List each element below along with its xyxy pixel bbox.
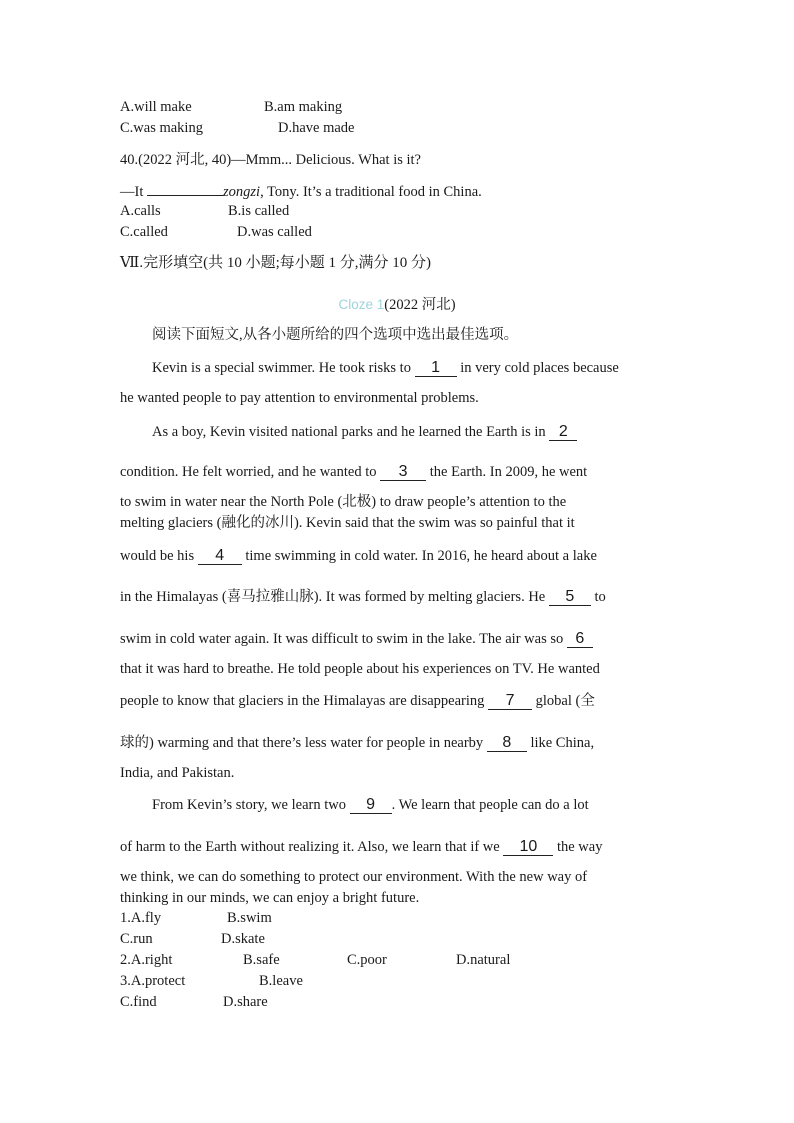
q40-italic-word: zongzi	[222, 184, 261, 200]
passage-line-14	[120, 796, 674, 814]
blank-9: 9	[350, 797, 392, 814]
q3-option-d: D.share	[223, 994, 268, 1010]
passage-text: the way	[553, 839, 603, 855]
q2-option-c: C.poor	[347, 952, 387, 968]
q39-option-b: B.am making	[264, 99, 343, 115]
blank-2: 2	[549, 424, 577, 441]
passage-text: 球的) warming and that there’s less water for people in nearby	[120, 735, 487, 751]
q3-option-c: C.find	[120, 994, 157, 1010]
q40-option-b: B.is called	[228, 203, 290, 219]
passage-line-11	[120, 692, 674, 710]
q2-option-d: D.natural	[456, 952, 511, 968]
passage-text: to	[590, 589, 606, 605]
passage-line-16: we think, we can do something to protect our environment. With the new way of	[120, 869, 588, 885]
instruction: 阅读下面短文,从各小题所给的四个选项中选出最佳选项。	[152, 327, 519, 343]
blank-10: 10	[503, 839, 553, 856]
q40-stem: 40.(2022 河北, 40)—Mmm... Delicious. What is it?	[120, 152, 421, 168]
q2-option-b: B.safe	[243, 952, 280, 968]
passage-text: condition. He felt worried, and he wanted to	[120, 464, 381, 480]
passage-text: time swimming in cold water. In 2016, he heard about a lake	[241, 548, 597, 564]
section-title: Ⅶ.完形填空(共 10 小题;每小题 1 分,满分 10 分)	[120, 255, 432, 271]
passage-text: From Kevin’s story, we learn two	[152, 797, 350, 813]
q2-option-a: 2.A.right	[120, 952, 173, 968]
cloze-heading	[0, 296, 794, 314]
cloze-heading-word: Cloze 1	[338, 297, 385, 312]
passage-text: swim in cold water again. It was difficult to swim in the lake. The air was so	[120, 631, 567, 647]
q40-option-c: C.called	[120, 224, 168, 240]
passage-line-2: he wanted people to pay attention to environmental problems.	[120, 390, 479, 406]
blank-1: 1	[415, 360, 457, 377]
passage-line-3	[120, 423, 674, 441]
q1-option-c: C.run	[120, 931, 153, 947]
q39-option-c: C.was making	[120, 120, 203, 136]
q40-option-d: D.was called	[237, 224, 312, 240]
blank-8: 8	[487, 735, 527, 752]
passage-line-15	[120, 838, 674, 856]
blank-6: 6	[567, 631, 593, 648]
passage-text: the Earth. In 2009, he went	[426, 464, 588, 480]
passage-text: like China,	[526, 735, 595, 751]
passage-line-9	[120, 630, 674, 648]
passage-line-8	[120, 588, 674, 606]
q1-option-b: B.swim	[227, 910, 272, 926]
q40-option-a: A.calls	[120, 203, 161, 219]
passage-text: would be his	[120, 548, 198, 564]
blank-4: 4	[198, 548, 242, 565]
passage-line-5: to swim in water near the North Pole (北极) to draw people’s attention to the	[120, 494, 567, 510]
passage-line-6: melting glaciers (融化的冰川). Kevin said that the swim was so painful that it	[120, 515, 575, 531]
passage-text: in very cold places because	[456, 360, 619, 376]
passage-text: As a boy, Kevin visited national parks and he learned the Earth is in	[152, 424, 550, 440]
passage-text: people to know that glaciers in the Himalayas are disappearing	[120, 693, 489, 709]
passage-line-10: that it was hard to breathe. He told people about his experiences on TV. He wanted	[120, 661, 600, 677]
q40-line2-end: , Tony. It’s a traditional food in China.	[260, 184, 482, 200]
blank-5: 5	[549, 589, 591, 606]
passage-line-1	[120, 359, 674, 377]
passage-line-7	[120, 547, 674, 565]
q3-option-a: 3.A.protect	[120, 973, 186, 989]
passage-text: global (全	[532, 693, 595, 709]
passage-text: in the Himalayas (喜马拉雅山脉). It was formed by melting glaciers. He	[120, 589, 549, 605]
passage-line-17: thinking in our minds, we can enjoy a bright future.	[120, 890, 420, 906]
q39-option-a: A.will make	[120, 99, 192, 115]
blank-7: 7	[488, 693, 532, 710]
passage-text: Kevin is a special swimmer. He took risks to	[152, 360, 415, 376]
q40-line2	[120, 181, 482, 201]
blank-3: 3	[380, 464, 426, 481]
q1-option-d: D.skate	[221, 931, 265, 947]
passage-text: . We learn that people can do a lot	[391, 797, 589, 813]
q40-line2-start: —It	[120, 184, 147, 200]
cloze-heading-source: (2022 河北)	[384, 297, 456, 313]
passage-text: of harm to the Earth without realizing it. Also, we learn that if we	[120, 839, 504, 855]
q39-option-d: D.have made	[278, 120, 355, 136]
q3-option-b: B.leave	[259, 973, 303, 989]
passage-line-12	[120, 734, 674, 752]
passage-line-4	[120, 463, 674, 481]
q40-blank	[147, 181, 223, 196]
q1-option-a: 1.A.fly	[120, 910, 162, 926]
passage-line-13: India, and Pakistan.	[120, 765, 235, 781]
